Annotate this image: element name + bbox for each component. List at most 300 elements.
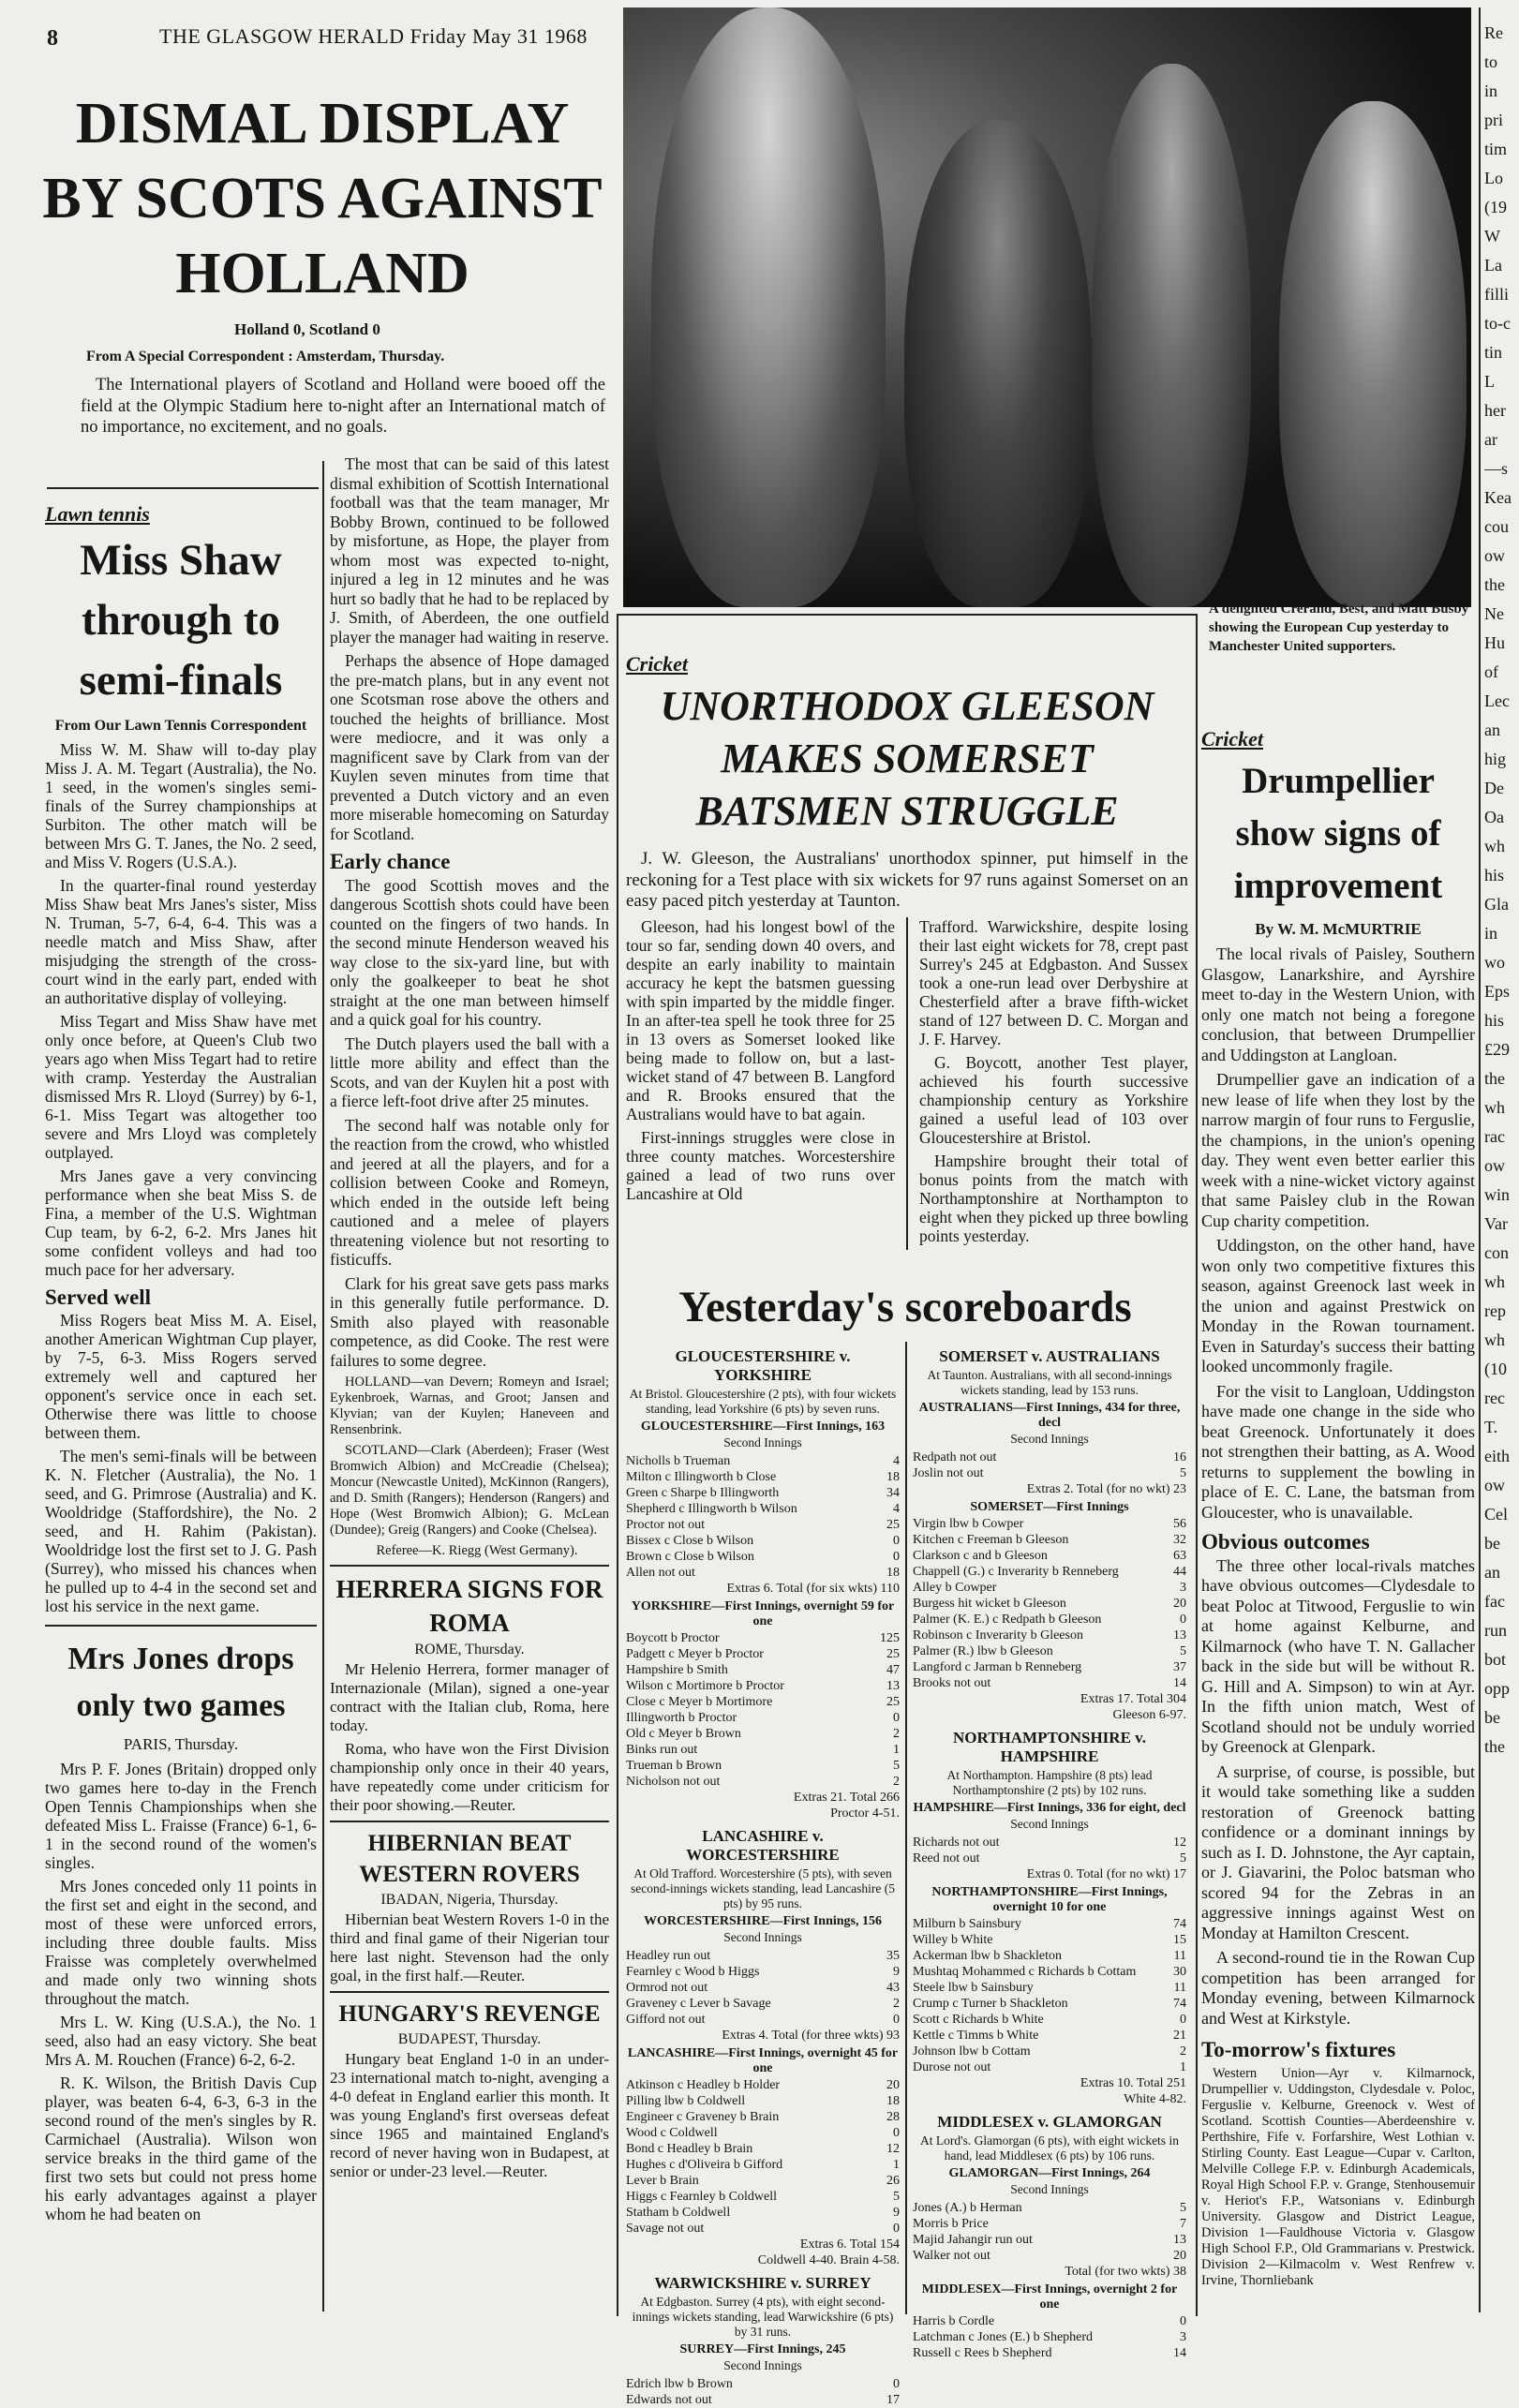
- innings-heading: GLAMORGAN—First Innings, 264: [948, 2166, 1151, 2180]
- batting-row: [913, 1643, 1186, 1659]
- edge-fragment: bot: [1484, 1650, 1507, 1669]
- batsman: Statham b Coldwell: [626, 2206, 731, 2220]
- innings-heading: LANCASHIRE—First Innings, overnight 45 for one: [627, 2046, 899, 2075]
- runs: 125: [880, 1631, 900, 1645]
- batting-row: [913, 1596, 1186, 1612]
- runs: 14: [1173, 1676, 1186, 1690]
- batting-row: [626, 1453, 900, 1469]
- batting-row: [626, 1485, 900, 1501]
- edge-fragment: hig: [1484, 750, 1507, 768]
- football-result: Holland 0, Scotland 0: [234, 320, 380, 338]
- batsman: Savage not out: [626, 2222, 705, 2236]
- runs: 0: [893, 1550, 900, 1564]
- football-article: [330, 454, 609, 2314]
- hibernian-dateline: IBADAN, Nigeria, Thursday.: [380, 1892, 558, 1908]
- football-referee: Referee—K. Riegg (West Germany).: [376, 1543, 578, 1558]
- innings-heading: GLOUCESTERSHIRE—First Innings, 163: [640, 1420, 886, 1434]
- edge-fragment: ow: [1484, 546, 1505, 565]
- batting-row: [913, 1659, 1186, 1675]
- batsman: Ackerman lbw b Shackleton: [913, 1949, 1063, 1963]
- batsman: Bissex c Close b Wilson: [626, 1534, 754, 1548]
- jones-dateline: PARIS, Thursday.: [123, 1735, 239, 1753]
- tennis-para: The men's semi-finals will be between K. N. Fletcher (Australia), the No. 1 seed, and G. Primrose (Australia) and K. Wooldridge (Staffordshire), the No. 2 seed, and H. Rahim (Pakistan). Wooldridge lost the first set to J. G. Pash (Surrey), who missed his chances when he pulled up to 4-4 in the second set and lost his service in the next game.: [45, 1447, 317, 1615]
- jones-para: Mrs P. F. Jones (Britain) dropped only two games here to-day in the French Open Tennis Championships when she defeated Miss L. Fraisse (France) 6-1, 6-1 in the second round of the women's singles.: [45, 1760, 317, 1872]
- edge-fragment: Ne: [1484, 604, 1504, 623]
- runs: 26: [886, 2174, 900, 2188]
- batting-row: [626, 1517, 900, 1533]
- tennis-article: [45, 497, 317, 2314]
- runs: 12: [1173, 1836, 1186, 1850]
- scoreboard-title: WARWICKSHIRE v. SURREY: [654, 2274, 871, 2292]
- gleeson-para: First-innings struggles were close in three county matches. Worcestershire gained a lead of two runs over Lancashire at Old: [626, 1127, 896, 1203]
- innings-heading: WORCESTERSHIRE—First Innings, 156: [643, 1914, 882, 1928]
- runs: 37: [1173, 1660, 1186, 1674]
- scoreboard-summary: At Old Trafford. Worcestershire (5 pts), with seven second-innings wickets standing, lead Lancashire (5 pts) by 95 runs.: [631, 1866, 895, 1910]
- batsman: Pilling lbw b Coldwell: [626, 2094, 746, 2108]
- batsman: Kettle c Timms b White: [913, 2029, 1039, 2043]
- fixtures-heading: To-morrow's fixtures: [1201, 2038, 1396, 2061]
- runs: 4: [893, 1454, 900, 1468]
- batting-row: [626, 1996, 900, 2012]
- gleeson-para: Hampshire brought their total of bonus points from the match with Northamptonshire at Northampton to eight when they picked up three bowling points yesterday.: [919, 1151, 1189, 1245]
- runs: 2: [1180, 2044, 1186, 2059]
- innings-subheading: Second Innings: [1010, 1432, 1089, 1446]
- jones-para: Mrs Jones conceded only 11 points in the first set and eight in the second, and most of these were unforced errors, including three double faults. Miss Fraisse was completely overwhelmed and made only two winning shots throughout the match.: [45, 1877, 317, 2008]
- batsman: Chappell (G.) c Inverarity b Renneberg: [913, 1565, 1119, 1579]
- runs: 0: [1180, 1613, 1186, 1627]
- batting-row: [626, 2376, 900, 2392]
- batsman: Graveney c Lever b Savage: [626, 1997, 771, 2011]
- innings-total: Total (for two wkts) 38: [1065, 2265, 1186, 2279]
- tennis-byline: From Our Lawn Tennis Correspondent: [54, 718, 307, 734]
- runs: 2: [893, 1727, 900, 1741]
- edge-fragment: Kea: [1484, 488, 1512, 507]
- runs: 0: [1180, 2314, 1186, 2328]
- tennis-para: Miss Rogers beat Miss M. A. Eisel, another American Wightman Cup player, by 7-5, 6-3. Miss Rogers served extremely well and captured her opponent's service once in each set. Otherwise there was little to choose between them.: [45, 1311, 317, 1442]
- batting-row: [913, 1628, 1186, 1643]
- innings-heading: MIDDLESEX—First Innings, overnight 2 for one: [921, 2282, 1178, 2311]
- runs: 9: [893, 1965, 900, 1979]
- innings-total: Extras 17. Total 304: [1080, 1692, 1186, 1706]
- gleeson-kicker: Cricket: [626, 652, 688, 676]
- batting-row: [913, 2012, 1186, 2028]
- runs: 0: [893, 1534, 900, 1548]
- runs: 63: [1173, 1549, 1186, 1563]
- batsman: Boycott b Proctor: [626, 1631, 720, 1645]
- runs: 25: [886, 1695, 900, 1709]
- edge-fragment: eith: [1484, 1447, 1510, 1465]
- hungary-dateline: BUDAPEST, Thursday.: [397, 2031, 542, 2047]
- edge-fragment: Lec: [1484, 691, 1510, 710]
- batsman: Virgin lbw b Cowper: [913, 1517, 1024, 1531]
- batsman: Nicholson not out: [626, 1775, 721, 1789]
- batting-row: [626, 2189, 900, 2205]
- runs: 16: [1173, 1450, 1186, 1464]
- edge-fragment: La: [1484, 256, 1502, 275]
- batsman: Milburn b Sainsbury: [913, 1917, 1021, 1931]
- scoreboard-title: GLOUCESTERSHIRE v. YORKSHIRE: [675, 1347, 851, 1384]
- batting-row: [626, 1948, 900, 1964]
- batting-row: [626, 2077, 900, 2093]
- runs: 2: [893, 1997, 900, 2011]
- edge-fragment: wo: [1484, 953, 1505, 972]
- batting-row: [626, 1630, 900, 1646]
- batting-row: [913, 1564, 1186, 1580]
- hibernian-para: Hibernian beat Western Rovers 1-0 in the third and final game of their Nigerian tour here last night. Stevenson had the only goal, in the first half.—Reuter.: [330, 1910, 609, 1984]
- scoreboard-title: SOMERSET v. AUSTRALIANS: [939, 1347, 1160, 1365]
- batting-row: [626, 1980, 900, 1996]
- batting-row: [913, 1675, 1186, 1691]
- edge-fragment: Lo: [1484, 169, 1503, 187]
- runs: 43: [886, 1981, 900, 1995]
- jones-para: R. K. Wilson, the British Davis Cup player, was beaten 6-4, 6-3, 6-3 in the second round of the men's singles by R. Carmichael (Australia). Wilson won service breaks in the third game of the first two sets but could not press home his early advantages against a player whom he had beaten on: [45, 2074, 317, 2223]
- runs: 14: [1173, 2346, 1186, 2360]
- batsman: Proctor not out: [626, 1518, 705, 1532]
- football-subhead: Early chance: [330, 850, 451, 873]
- batsman: Ormrod not out: [626, 1981, 708, 1995]
- batting-row: [626, 2221, 900, 2237]
- batsman: Bond c Headley b Brain: [626, 2142, 753, 2156]
- runs: 3: [1180, 1581, 1186, 1595]
- runs: 9: [893, 2206, 900, 2220]
- runs: 20: [1173, 2249, 1186, 2263]
- batsman: Close c Meyer b Mortimore: [626, 1695, 773, 1709]
- edge-fragment: win: [1484, 1185, 1510, 1204]
- batting-row: [913, 2345, 1186, 2361]
- innings-heading: YORKSHIRE—First Innings, overnight 59 for one: [631, 1599, 895, 1628]
- batsman: Brown c Close b Wilson: [626, 1550, 754, 1564]
- batting-row: [913, 1532, 1186, 1548]
- batting-row: [626, 1726, 900, 1742]
- batting-row: [913, 1465, 1186, 1481]
- batting-row: [626, 2392, 900, 2408]
- drumpellier-headline: Drumpellier show signs of improvement: [1233, 761, 1443, 906]
- batsman: Nicholls b Trueman: [626, 1454, 731, 1468]
- football-para: Perhaps the absence of Hope damaged the pre-match plans, but in any event not one Scotsman rose above the others and touched the heights of brilliance. Most were mediocre, and it was only a magnificent save by Clark from van der Kuylen seven minutes from time that prevented a Dutch victory and an even more miserable homecoming on Saturday for Scotland.: [330, 651, 609, 843]
- batting-row: [913, 1835, 1186, 1851]
- hungary-para: Hungary beat England 1-0 in an under-23 international match to-night, avenging a 4-0 defeat in England earlier this month. It was young England's first overseas defeat since 1965 and maintained England's record of never having won in Budapest, at senior or under-23 level.—Reuter.: [330, 2050, 609, 2180]
- batting-row: [626, 1549, 900, 1565]
- tennis-kicker: Lawn tennis: [45, 502, 150, 526]
- runs: 21: [1173, 2029, 1186, 2043]
- batsman: Mushtaq Mohammed c Richards b Cottam: [913, 1965, 1137, 1979]
- runs: 74: [1173, 1917, 1186, 1931]
- batsman: Fearnley c Wood b Higgs: [626, 1965, 760, 1979]
- tennis-para: Miss W. M. Shaw will to-day play Miss J. A. M. Tegart (Australia), the No. 1 seed, in the women's singles semi-finals of the Surrey championships at Surbiton. The other match will be between Mrs G. T. Janes, the No. 2 seed, and Miss V. Rogers (U.S.A.).: [45, 740, 317, 871]
- batsman: Russell c Rees b Shepherd: [913, 2346, 1052, 2360]
- runs: 25: [886, 1518, 900, 1532]
- batting-row: [626, 1646, 900, 1662]
- edge-fragment: wh: [1484, 1330, 1505, 1349]
- jones-headline: Mrs Jones drops only two games: [67, 1642, 294, 1723]
- batting-row: [913, 2329, 1186, 2345]
- runs: 0: [893, 2126, 900, 2140]
- runs: 0: [893, 1711, 900, 1725]
- batsman: Engineer c Graveney b Brain: [626, 2110, 780, 2124]
- runs: 0: [1180, 2013, 1186, 2027]
- runs: 12: [886, 2142, 900, 2156]
- batting-row: [626, 2125, 900, 2141]
- football-intro: [81, 375, 605, 443]
- runs: 5: [1180, 1466, 1186, 1480]
- edge-fragment: wh: [1484, 1272, 1505, 1291]
- batsman: Robinson c Inverarity b Gleeson: [913, 1628, 1083, 1642]
- batting-row: [913, 1851, 1186, 1866]
- innings-subheading: Second Innings: [1010, 2182, 1089, 2196]
- batsman: Morris b Price: [913, 2217, 989, 2231]
- runs: 7: [1180, 2217, 1186, 2231]
- edge-fragment: (10: [1484, 1360, 1507, 1378]
- bowling-figures: Coldwell 4-40. Brain 4-58.: [757, 2253, 900, 2267]
- scoreboard-summary: At Lord's. Glamorgan (6 pts), with eight wickets in hand, lead Middlesex (6 pts) by 106 runs.: [920, 2133, 1179, 2163]
- edge-fragment: Oa: [1484, 808, 1504, 826]
- runs: 4: [893, 1502, 900, 1516]
- batsman: Gifford not out: [626, 2013, 706, 2027]
- innings-subheading: Second Innings: [723, 1930, 802, 1944]
- batsman: Richards not out: [913, 1836, 1000, 1850]
- drumpellier-para: The three other local-rivals matches have obvious outcomes—Clydesdale to beat Poloc at Titwood, Ferguslie to win at home against Kelburne, and Kilmarnock (who have T. N. Gallacher back in the side but will be without R. G. Hill and A. Simpson) to win at Ayr. In the fifth union match, West of Scotland should not be unduly worried by Greenock at Glenpark.: [1201, 1555, 1475, 1756]
- innings-total: Extras 2. Total (for no wkt) 23: [1026, 1482, 1186, 1496]
- batting-row: [626, 2093, 900, 2109]
- gleeson-article: [626, 647, 1188, 1284]
- gleeson-para: Trafford. Warwickshire, despite losing their last eight wickets for 78, crept past Surrey's 245 at Edgbaston. And Sussex took a one-run lead over Derbyshire at Chesterfield after a brave fifth-wicket stand of 127 between D. C. Morgan and J. F. Harvey.: [919, 916, 1189, 1048]
- edge-fragment: in: [1484, 82, 1498, 100]
- batsman: Redpath not out: [913, 1450, 997, 1464]
- batting-row: [626, 2109, 900, 2125]
- runs: 5: [1180, 1644, 1186, 1658]
- batting-row: [626, 2141, 900, 2157]
- scoreboard-title: LANCASHIRE v. WORCESTERSHIRE: [686, 1827, 840, 1864]
- edge-fragment: Cel: [1484, 1505, 1508, 1524]
- batsman: Walker not out: [913, 2249, 990, 2263]
- runs: 47: [886, 1663, 900, 1677]
- drumpellier-article: [1201, 721, 1475, 2314]
- batsman: Illingworth b Proctor: [626, 1711, 737, 1725]
- drumpellier-para: Drumpellier gave an indication of a new lease of life when they lost by the narrow margin of four runs to Ferguslie, the champions, in the union's opening day. They went even better earlier this week with a nine-wicket victory against that same Paisley club in the Rowan Cup charity competition.: [1201, 1070, 1475, 1230]
- batting-row: [626, 2173, 900, 2189]
- drumpellier-para: For the visit to Langloan, Uddingston have made one change in the side who beat Greenock. Unfortunately it does not strengthen their batting, as A. Wood returns to supplement the bowling in place of E. C. Lane, the batsman from Gloucester, who is unavailable.: [1201, 1381, 1475, 1522]
- innings-total: Extras 10. Total 251: [1080, 2076, 1186, 2090]
- batting-row: [913, 1580, 1186, 1596]
- batsman: Atkinson c Headley b Holder: [626, 2078, 781, 2092]
- batting-row: [913, 1964, 1186, 1980]
- batting-row: [626, 2012, 900, 2028]
- innings-heading: AUSTRALIANS—First Innings, 434 for three, decl: [918, 1401, 1181, 1430]
- batsman: Hampshire b Smith: [626, 1663, 728, 1677]
- tennis-subhead: Served well: [45, 1286, 152, 1309]
- football-headline: DISMAL DISPLAY BY SCOTS AGAINST HOLLAND: [42, 92, 603, 305]
- batting-row: [913, 1948, 1186, 1964]
- edge-fragment: run: [1484, 1621, 1507, 1640]
- batsman: Higgs c Fearnley b Coldwell: [626, 2190, 777, 2204]
- runs: 20: [886, 2078, 900, 2092]
- column-rule: [1479, 7, 1481, 2312]
- drumpellier-para: The local rivals of Paisley, Southern Glasgow, Lanarkshire, and Ayrshire meet to-day in the Western Union, with only one match not being a foregone conclusion, that between Drumpellier and Uddingston at Langloan.: [1201, 944, 1475, 1064]
- runs: 18: [886, 1470, 900, 1484]
- runs: 13: [1173, 2233, 1186, 2247]
- batsman: Padgett c Meyer b Proctor: [626, 1647, 764, 1661]
- batting-row: [913, 1996, 1186, 2012]
- edge-fragment: be: [1484, 1534, 1500, 1553]
- edge-fragment: an: [1484, 1563, 1500, 1582]
- batsman: Reed not out: [913, 1851, 980, 1865]
- masthead: THE GLASGOW HERALD Friday May 31 1968: [159, 24, 588, 48]
- edge-fragment: L: [1484, 372, 1495, 391]
- runs: 1: [1180, 2060, 1186, 2074]
- scoreboard-summary: At Edgbaston. Surrey (4 pts), with eight second-innings wickets standing, lead Warwickshire (6 pts) by 31 runs.: [632, 2295, 894, 2339]
- runs: 5: [1180, 2201, 1186, 2215]
- batting-row: [626, 1964, 900, 1980]
- batsman: Clarkson c and b Gleeson: [913, 1549, 1048, 1563]
- edge-fragment: ar: [1484, 430, 1497, 449]
- batsman: Allen not out: [626, 1566, 695, 1580]
- bowling-figures: White 4-82.: [1124, 2092, 1186, 2106]
- gleeson-headline: UNORTHODOX GLEESON MAKES SOMERSET BATSMEN STRUGGLE: [660, 683, 1154, 834]
- football-teams: SCOTLAND—Clark (Aberdeen); Fraser (West Bromwich Albion) and McCreadie (Chelsea); Moncur (Newcastle United), McKinnon (Rangers), and D. Smith (Rangers); Henderson (Rangers) and Hope (West Bromwich Albion); G. McLean (Dundee); Greig (Rangers) and Cooke (Chelsea).: [330, 1443, 609, 1538]
- innings-total: Extras 21. Total 266: [793, 1791, 900, 1805]
- hibernian-headline: HIBERNIAN BEAT WESTERN ROVERS: [359, 1831, 580, 1887]
- edge-fragment: his: [1484, 866, 1505, 884]
- batting-row: [626, 1565, 900, 1581]
- edge-fragment: filli: [1484, 285, 1509, 304]
- innings-total: Extras 6. Total (for six wkts) 110: [726, 1582, 900, 1596]
- runs: 35: [886, 1949, 900, 1963]
- football-para: The second half was notable only for the reaction from the crowd, who whistled and jeered at all the players, and for a collision between Cooke and Romeyn, which ended in the outside left being cautioned and a melee of players threatening violence but not resorting to fisticuffs.: [330, 1115, 609, 1269]
- tennis-headline: Miss Shaw through to semi-finals: [79, 536, 283, 705]
- batting-row: [913, 2232, 1186, 2248]
- herrera-para: Roma, who have won the First Division championship only once in their 40 years, have repeatedly come under criticism for their poor showing.—Reuter.: [330, 1740, 609, 1814]
- batsman: Green c Sharpe b Illingworth: [626, 1486, 780, 1500]
- batsman: Joslin not out: [913, 1466, 984, 1480]
- scoreboard-right-column: [913, 1342, 1186, 2360]
- drumpellier-byline: By W. M. McMURTRIE: [1255, 920, 1422, 938]
- runs: 0: [893, 2222, 900, 2236]
- innings-subheading: Second Innings: [723, 2358, 802, 2372]
- edge-fragment: Hu: [1484, 633, 1505, 652]
- herrera-dateline: ROME, Thursday.: [414, 1642, 525, 1657]
- european-cup-photo: [623, 7, 1471, 607]
- gleeson-lead: J. W. Gleeson, the Australians' unorthodox spinner, put himself in the reckoning for a Test place with six wickets for 97 runs against Somerset on an easy paced pitch yesterday at Taunton.: [626, 849, 1188, 911]
- scoreboard-summary: At Northampton. Hampshire (8 pts) lead Northamptonshire (2 pts) by 102 runs.: [946, 1768, 1153, 1797]
- runs: 15: [1173, 1933, 1186, 1947]
- batsman: Wilson c Mortimore b Proctor: [626, 1679, 784, 1693]
- edge-fragment: tim: [1484, 140, 1508, 158]
- edge-fragment: in: [1484, 924, 1498, 943]
- runs: 13: [1173, 1628, 1186, 1642]
- batting-row: [913, 2059, 1186, 2075]
- batsman: Harris b Cordle: [913, 2314, 995, 2328]
- fixtures-list: Western Union—Ayr v. Kilmarnock, Drumpellier v. Uddingston, Clydesdale v. Poloc, Ferguslie v. Kelburne, Greenock v. West of Scotland. Scottish Counties—Aberdeenshire v. Perthshire, Fife v. Forfarshire, West Lothian v. Stirling County. East League—Cupar v. Carlton, Melville College F.P. v. Edinburgh Academicals, Royal High School F.P. v. Grange, Stenhousemuir v. Heriot's F.P., Watsonians v. Edinburgh University. Glasgow and District League, Division 1—Fauldhouse Victoria v. Glasgow High School F.P., Old Grammarians v. Prestwick. Division 2—Kilmacolm v. West Renfrew v. Irvine, Thornliebank: [1201, 2066, 1475, 2288]
- batsman: Palmer (R.) lbw b Gleeson: [913, 1644, 1053, 1658]
- batting-row: [626, 1662, 900, 1678]
- runs: 11: [1173, 1949, 1186, 1963]
- edge-fragment: ow: [1484, 1476, 1505, 1494]
- batting-row: [626, 1501, 900, 1517]
- edge-fragment: her: [1484, 401, 1506, 420]
- batting-row: [913, 2044, 1186, 2059]
- runs: 5: [893, 1759, 900, 1773]
- batting-row: [626, 1533, 900, 1549]
- innings-heading: SOMERSET—First Innings: [970, 1500, 1129, 1514]
- runs: 1: [893, 2158, 900, 2172]
- runs: 30: [1173, 1965, 1186, 1979]
- innings-total: Extras 4. Total (for three wkts) 93: [722, 2029, 900, 2043]
- batting-row: [913, 2313, 1186, 2329]
- edge-fragment: —s: [1484, 459, 1509, 478]
- scoreboard-title: NORTHAMPTONSHIRE v. HAMPSHIRE: [953, 1729, 1146, 1765]
- tennis-para: Miss Tegart and Miss Shaw have met only once before, at Queen's Club two years ago when Miss Tegart had to retire with cramp. Yesterday the Australian dismissed Mrs R. Lloyd (Surrey) by 6-1, 6-1. Miss Tegart was altogether too severe and Mrs Lloyd was completely outplayed.: [45, 1012, 317, 1162]
- batsman: Burgess hit wicket b Gleeson: [913, 1597, 1066, 1611]
- runs: 3: [1180, 2330, 1186, 2344]
- runs: 1: [893, 1743, 900, 1757]
- batting-row: [913, 1516, 1186, 1532]
- edge-fragment: pri: [1484, 111, 1503, 129]
- edge-fragment: the: [1484, 575, 1505, 594]
- innings-heading: SURREY—First Innings, 245: [679, 2342, 846, 2356]
- scoreboard-summary: At Bristol. Gloucestershire (2 pts), with four wickets standing, lead Yorkshire (6 pts) by seven runs.: [629, 1387, 897, 1416]
- runs: 5: [1180, 1851, 1186, 1865]
- runs: 25: [886, 1647, 900, 1661]
- runs: 32: [1173, 1533, 1186, 1547]
- batting-row: [913, 1548, 1186, 1564]
- hungary-headline: HUNGARY'S REVENGE: [338, 2001, 601, 2027]
- column-rule: [47, 487, 319, 489]
- batting-row: [626, 1694, 900, 1710]
- batsman: Brooks not out: [913, 1676, 991, 1690]
- football-byline: From A Special Correspondent : Amsterdam, Thursday.: [86, 349, 445, 364]
- tennis-para: Mrs Janes gave a very convincing performance when she beat Miss S. de Fina, a member of the U.S. Wightman Cup team, by 6-2, 6-2. Mrs Janes hit some confident volleys and had too much pace for her adversary.: [45, 1167, 317, 1279]
- scoreboards-headline: Yesterday's scoreboards: [678, 1283, 1132, 1331]
- column-rule: [322, 461, 324, 2311]
- edge-fragment: cou: [1484, 517, 1509, 536]
- batting-row: [913, 2028, 1186, 2044]
- runs: 28: [886, 2110, 900, 2124]
- football-para: The Dutch players used the ball with a little more ability and effect than the Scots, and van der Kuylen hit a post with a fierce left-foot drive after 25 minutes.: [330, 1033, 609, 1110]
- column-rule: [905, 1342, 907, 2314]
- innings-heading: NORTHAMPTONSHIRE—First Innings, overnight 10 for one: [931, 1885, 1168, 1914]
- runs: 18: [886, 1566, 900, 1580]
- batsman: Hughes c d'Oliveira b Gifford: [626, 2158, 783, 2172]
- edge-fragment: De: [1484, 779, 1504, 797]
- batting-row: [913, 2200, 1186, 2216]
- edge-fragment: Re: [1484, 23, 1503, 42]
- drumpellier-kicker: Cricket: [1201, 727, 1263, 751]
- edge-fragment: £29: [1484, 1040, 1510, 1059]
- batting-row: [626, 1469, 900, 1485]
- batsman: Shepherd c Illingworth b Wilson: [626, 1502, 797, 1516]
- gleeson-para: Gleeson, had his longest bowl of the tour so far, sending down 40 overs, and despite an early inability to maintain accuracy he kept the batsmen guessing with spin imparted by the middle finger. In an after-tea spell he took three for 25 in 13 overs as Somerset looked like being made to follow on, but a last-wicket stand of 47 between B. Langford and R. Brooks ensured that the Australians would have to bat again.: [626, 916, 896, 1123]
- herrera-para: Mr Helenio Herrera, former manager of Internazionale (Milan), signed a one-year contract with the Italian club, Roma, here today.: [330, 1660, 609, 1734]
- innings-heading: HAMPSHIRE—First Innings, 336 for eight, decl: [913, 1801, 1186, 1815]
- herrera-headline: HERRERA SIGNS FOR ROMA: [335, 1575, 603, 1637]
- scoreboard-summary: At Taunton. Australians, with all second-innings wickets standing, lead by 153 runs.: [927, 1368, 1172, 1397]
- batsman: Binks run out: [626, 1743, 698, 1757]
- runs: 74: [1173, 1997, 1186, 2011]
- runs: 18: [886, 2094, 900, 2108]
- runs: 44: [1173, 1565, 1186, 1579]
- batting-row: [913, 1612, 1186, 1628]
- page-number: 8: [47, 26, 58, 51]
- batting-row: [626, 1742, 900, 1758]
- scoreboard-title: MIDDLESEX v. GLAMORGAN: [937, 2113, 1162, 2131]
- runs: 56: [1173, 1517, 1186, 1531]
- gleeson-para: G. Boycott, another Test player, achieved his fourth successive championship century as Yorkshire gained a useful lead of 103 over Gloucestershire at Bristol.: [919, 1052, 1189, 1147]
- edge-fragment: T.: [1484, 1418, 1498, 1436]
- batting-row: [913, 1932, 1186, 1948]
- batsman: Langford c Jarman b Renneberg: [913, 1660, 1082, 1674]
- runs: 11: [1173, 1981, 1186, 1995]
- cropped-edge-column: [1484, 19, 1519, 2314]
